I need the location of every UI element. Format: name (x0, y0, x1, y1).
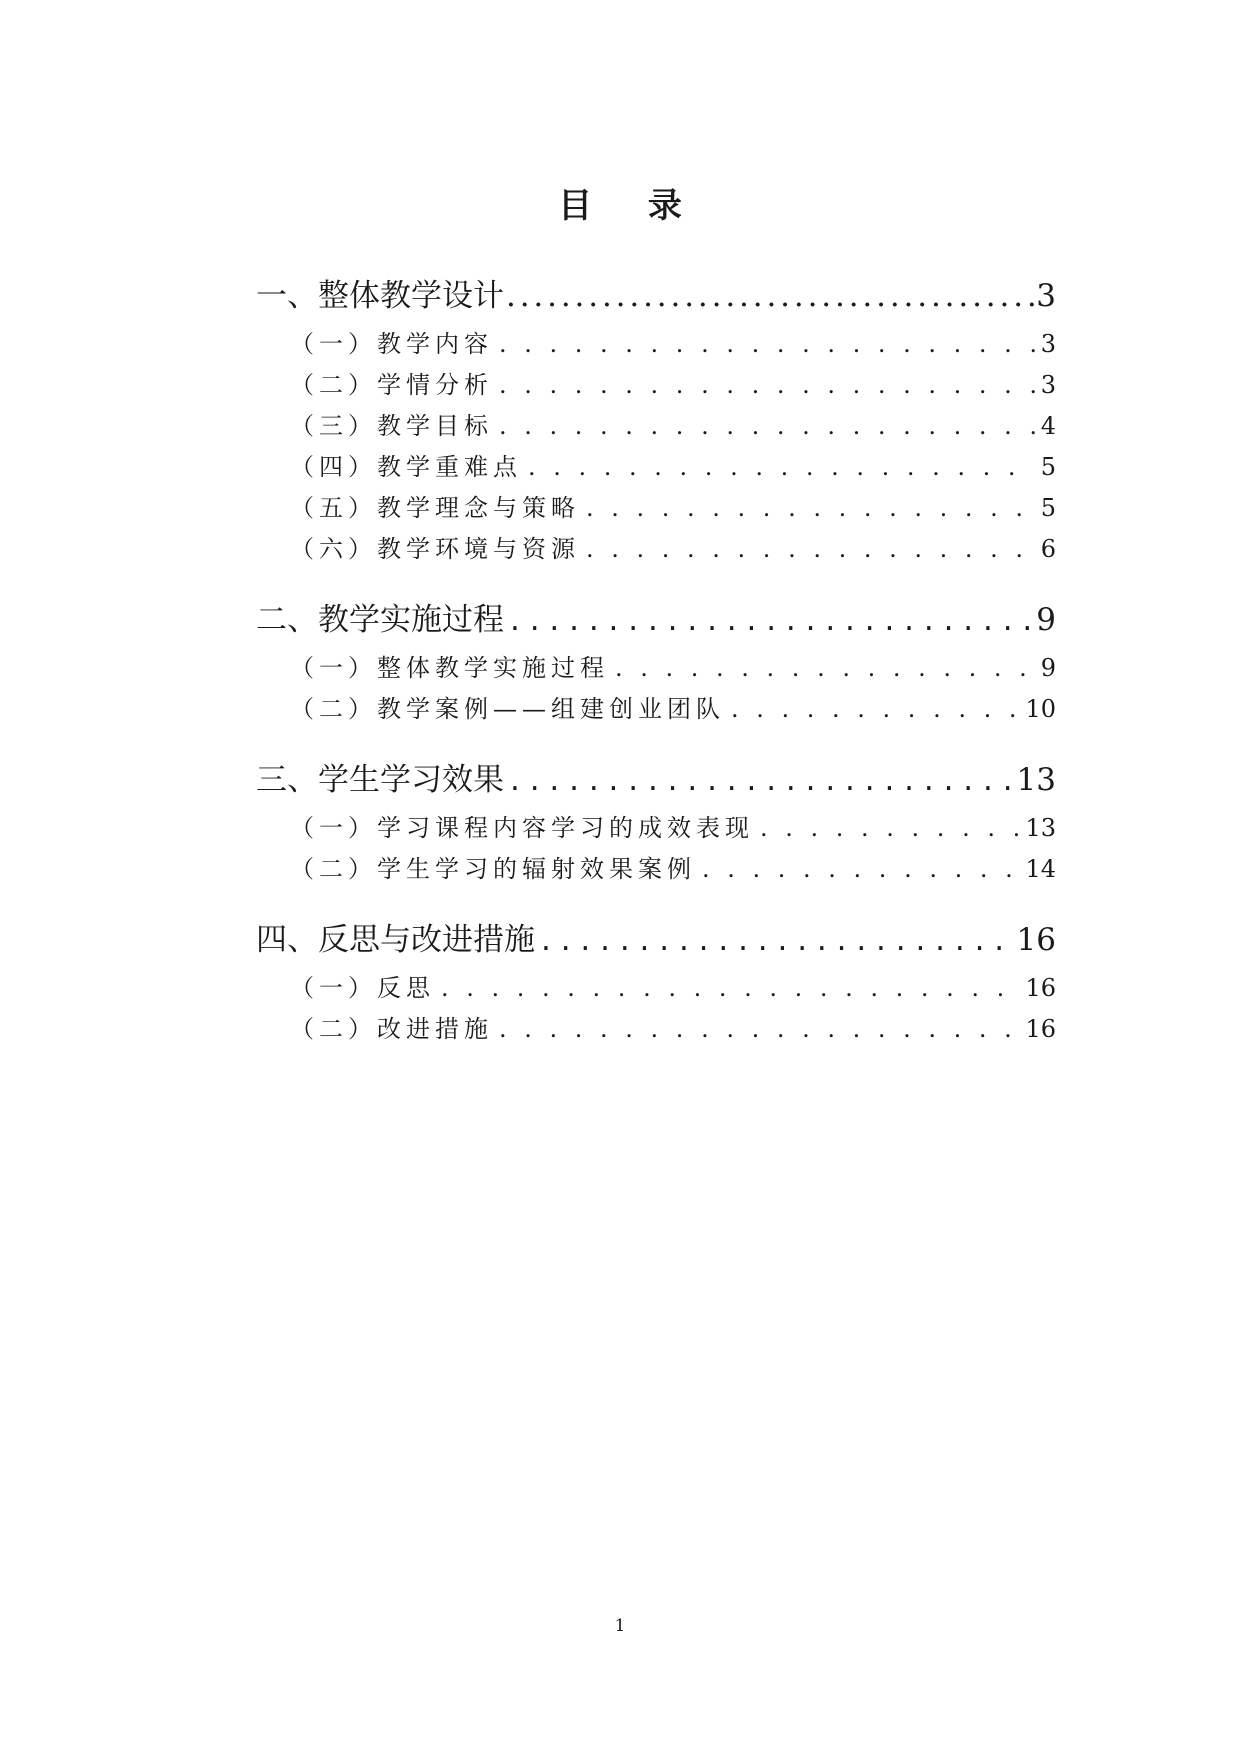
toc-title: 目 录 (558, 186, 704, 226)
dot-leader (499, 324, 1035, 365)
toc-page-number: 3 (1040, 330, 1056, 358)
toc-page-number: 5 (1040, 494, 1056, 522)
dot-leader (499, 1009, 1019, 1050)
toc-page-number: 9 (1040, 654, 1056, 682)
toc-page-number: 5 (1040, 453, 1056, 481)
toc-subsection-2-1[interactable] (256, 648, 1056, 689)
toc-subsection-label: （四）教学重难点 (290, 453, 522, 481)
toc-page-number: 4 (1040, 412, 1056, 440)
toc-subsection-4-2[interactable] (256, 1009, 1056, 1050)
toc-subsection-3-1[interactable] (256, 808, 1056, 849)
toc-subsection-1-5[interactable] (256, 488, 1056, 529)
toc-page-number: 9 (1036, 602, 1056, 638)
toc-subsection-1-4[interactable] (256, 447, 1056, 488)
footer-page-number: 1 (614, 1616, 626, 1636)
toc-subsection-1-6[interactable] (256, 529, 1056, 570)
toc-page-number: 16 (1016, 922, 1056, 958)
toc-section-label: 一、整体教学设计 (256, 278, 504, 314)
dot-leader (615, 648, 1035, 689)
toc-subsection-label: （三）教学目标 (290, 412, 493, 440)
toc-subsection-4-1[interactable] (256, 968, 1056, 1009)
toc-section-3[interactable] (256, 752, 1056, 808)
dot-leader (510, 752, 1011, 808)
dot-leader (510, 592, 1030, 648)
toc-subsection-label: （二）学生学习的辐射效果案例 (290, 855, 696, 883)
dot-leader (731, 689, 1019, 730)
dot-leader (760, 808, 1019, 849)
toc-section-label: 四、反思与改进措施 (256, 922, 535, 958)
toc-page-number: 13 (1016, 762, 1056, 798)
toc-subsection-1-2[interactable] (256, 365, 1056, 406)
toc-subsection-label: （二）教学案例——组建创业团队 (290, 695, 725, 723)
toc-subsection-1-1[interactable] (256, 324, 1056, 365)
toc-page-number: 13 (1025, 814, 1056, 842)
toc-page-number: 6 (1040, 535, 1056, 563)
toc-subsection-label: （一）教学内容 (290, 330, 493, 358)
dot-leader (506, 268, 1034, 324)
toc-subsection-1-3[interactable] (256, 406, 1056, 447)
toc-subsection-label: （一）反思 (290, 974, 435, 1002)
toc-subsection-2-2[interactable] (256, 689, 1056, 730)
toc-subsection-label: （一）学习课程内容学习的成效表现 (290, 814, 754, 842)
toc-section-2[interactable] (256, 592, 1056, 648)
toc-subsection-label: （二）学情分析 (290, 371, 493, 399)
toc-section-1[interactable] (256, 268, 1056, 324)
toc-subsection-label: （五）教学理念与策略 (290, 494, 580, 522)
dot-leader (499, 406, 1035, 447)
toc-page-number: 14 (1025, 855, 1056, 883)
toc-page-number: 10 (1025, 695, 1056, 723)
toc-page-number: 16 (1025, 974, 1056, 1002)
dot-leader (586, 529, 1035, 570)
toc-section-label: 二、教学实施过程 (256, 602, 504, 638)
toc-section-label: 三、学生学习效果 (256, 762, 504, 798)
dot-leader (499, 365, 1035, 406)
dot-leader (441, 968, 1019, 1009)
dot-leader (528, 447, 1035, 488)
dot-leader (586, 488, 1035, 529)
toc-subsection-3-2[interactable] (256, 849, 1056, 890)
toc-subsection-label: （一）整体教学实施过程 (290, 654, 609, 682)
toc-page-number: 16 (1025, 1015, 1056, 1043)
toc-subsection-label: （二）改进措施 (290, 1015, 493, 1043)
dot-leader (702, 849, 1019, 890)
toc-subsection-label: （六）教学环境与资源 (290, 535, 580, 563)
toc-section-4[interactable] (256, 912, 1056, 968)
toc-page-number: 3 (1040, 371, 1056, 399)
table-of-contents (256, 268, 1056, 1050)
dot-leader (541, 912, 1011, 968)
toc-page-number: 3 (1036, 278, 1056, 314)
